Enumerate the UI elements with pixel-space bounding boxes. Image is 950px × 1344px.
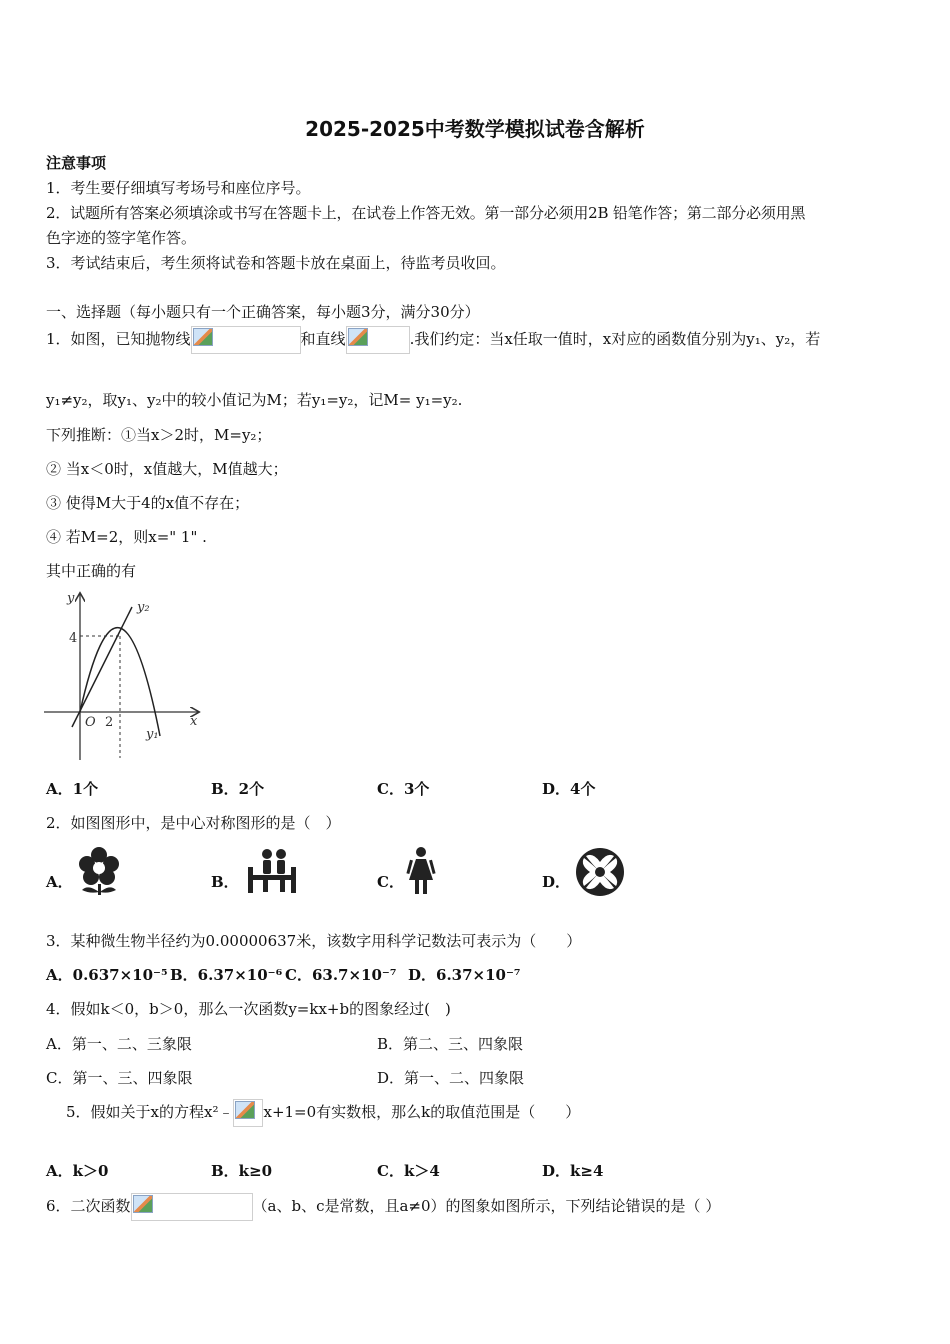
q1-text-3: .我们约定：当x任取一值时，x对应的函数值分别为y₁、y₂，若: [409, 330, 821, 348]
option-c[interactable]: C．k＞4: [377, 1162, 440, 1180]
q1-which-correct: 其中正确的有: [46, 562, 137, 580]
line-formula-image: [346, 326, 410, 354]
option-a[interactable]: A．k＞0: [46, 1162, 109, 1180]
option-d[interactable]: D．4个: [542, 780, 596, 798]
q1-text-1: 1．如图，已知抛物线: [46, 330, 191, 348]
q1-text-2: 和直线: [300, 330, 346, 348]
option-b[interactable]: B．第二、三、四象限: [377, 1035, 524, 1053]
option-a[interactable]: A．1个: [46, 780, 99, 798]
people-on-bench-icon: [242, 847, 302, 895]
line-label-y2: y₂: [137, 600, 150, 615]
notice-item: 3．考试结束后，考生须将试卷和答题卡放在桌面上，待监考员收回。: [46, 254, 506, 272]
q5-formula-image: [233, 1099, 263, 1127]
q6-text-2: （a、b、c是常数，且a≠0）的图象如图所示，下列结论错误的是（ ）: [252, 1197, 721, 1215]
question-5-stem: [66, 1098, 580, 1127]
option-c[interactable]: C．: [377, 873, 404, 891]
q1-inference-heading: 下列推断：: [46, 426, 122, 444]
q6-text-1: 6．二次函数: [46, 1197, 131, 1215]
notice-item: 1．考生要仔细填写考场号和座位序号。: [46, 179, 311, 197]
question-2-stem: 2．如图图形中，是中心对称图形的是（ ）: [46, 814, 341, 832]
q1-inference-3: ③ 使得M大于4的x值不存在；: [46, 494, 250, 512]
q6-formula-image: [131, 1193, 253, 1221]
q5-text-1: 5．假如关于x的方程x²﹣: [66, 1103, 234, 1121]
notice-item: 色字迹的签字笔作答。: [46, 229, 197, 247]
option-d[interactable]: D．k≥4: [542, 1162, 604, 1180]
option-c[interactable]: C．63.7×10⁻⁷: [285, 966, 397, 984]
q1-definition: y₁≠y₂，取y₁、y₂中的较小值记为M；若y₁=y₂，记M= y₁=y₂.: [46, 391, 463, 409]
question-1-stem: [46, 325, 820, 354]
image-placeholder-icon: [348, 328, 368, 346]
section-heading: 一、选择题（每小题只有一个正确答案，每小题3分，满分30分）: [46, 303, 480, 321]
q1-function-graph: [40, 586, 210, 766]
x-axis-label: x: [190, 714, 198, 729]
line-y2: [72, 607, 132, 727]
parabola-label-y1: y₁: [146, 727, 159, 742]
option-c[interactable]: C．第一、三、四象限: [46, 1069, 193, 1087]
x-tick-label: 2: [105, 715, 114, 730]
option-b[interactable]: B．: [211, 873, 239, 891]
question-6-stem: [46, 1192, 720, 1221]
flower-icon: [76, 846, 122, 896]
option-b[interactable]: B．2个: [211, 780, 265, 798]
q1-inference-2: ② 当x＜0时，x值越大，M值越大；: [46, 460, 288, 478]
option-d[interactable]: D．第一、二、四象限: [377, 1069, 525, 1087]
image-placeholder-icon: [133, 1195, 153, 1213]
image-placeholder-icon: [235, 1101, 255, 1119]
option-a[interactable]: A．0.637×10⁻⁵: [46, 966, 168, 984]
q5-text-2: x+1=0有实数根，那么k的取值范围是（ ）: [263, 1103, 581, 1121]
y-axis-label: y: [67, 591, 75, 606]
q1-inference-4: ④ 若M=2，则x=" 1" .: [46, 528, 207, 546]
option-a[interactable]: A．第一、二、三象限: [46, 1035, 192, 1053]
notice-item: 2．试题所有答案必须填涂或书写在答题卡上，在试卷上作答无效。第一部分必须用2B 铅笔作答；第二部分必须用黑: [46, 204, 806, 222]
question-3-stem: 3．某种微生物半径约为0.00000637米，该数字用科学记数法可表示为（ ）: [46, 932, 582, 950]
page-title: 2025-2025中考数学模拟试卷含解析: [305, 117, 645, 141]
q1-inference-1: ①当x＞2时，M=y₂；: [121, 426, 272, 444]
image-placeholder-icon: [193, 328, 213, 346]
option-b[interactable]: B．k≥0: [211, 1162, 273, 1180]
option-d[interactable]: D．6.37×10⁻⁷: [408, 966, 521, 984]
option-d[interactable]: D．: [542, 873, 571, 891]
notice-heading: 注意事项: [46, 154, 107, 172]
option-c[interactable]: C．3个: [377, 780, 430, 798]
origin-label: O: [85, 715, 96, 730]
woman-figure-icon: [406, 846, 436, 896]
circle-x-pattern-icon: [574, 846, 626, 898]
option-b[interactable]: B．6.37×10⁻⁶: [170, 966, 283, 984]
question-4-stem: 4．假如k＜0，b＞0，那么一次函数y=kx+b的图象经过( ): [46, 1000, 451, 1018]
parabola-formula-image: [191, 326, 301, 354]
y-tick-label: 4: [69, 631, 78, 646]
option-a[interactable]: A．: [46, 873, 73, 891]
q1-inference-block: [46, 424, 271, 445]
